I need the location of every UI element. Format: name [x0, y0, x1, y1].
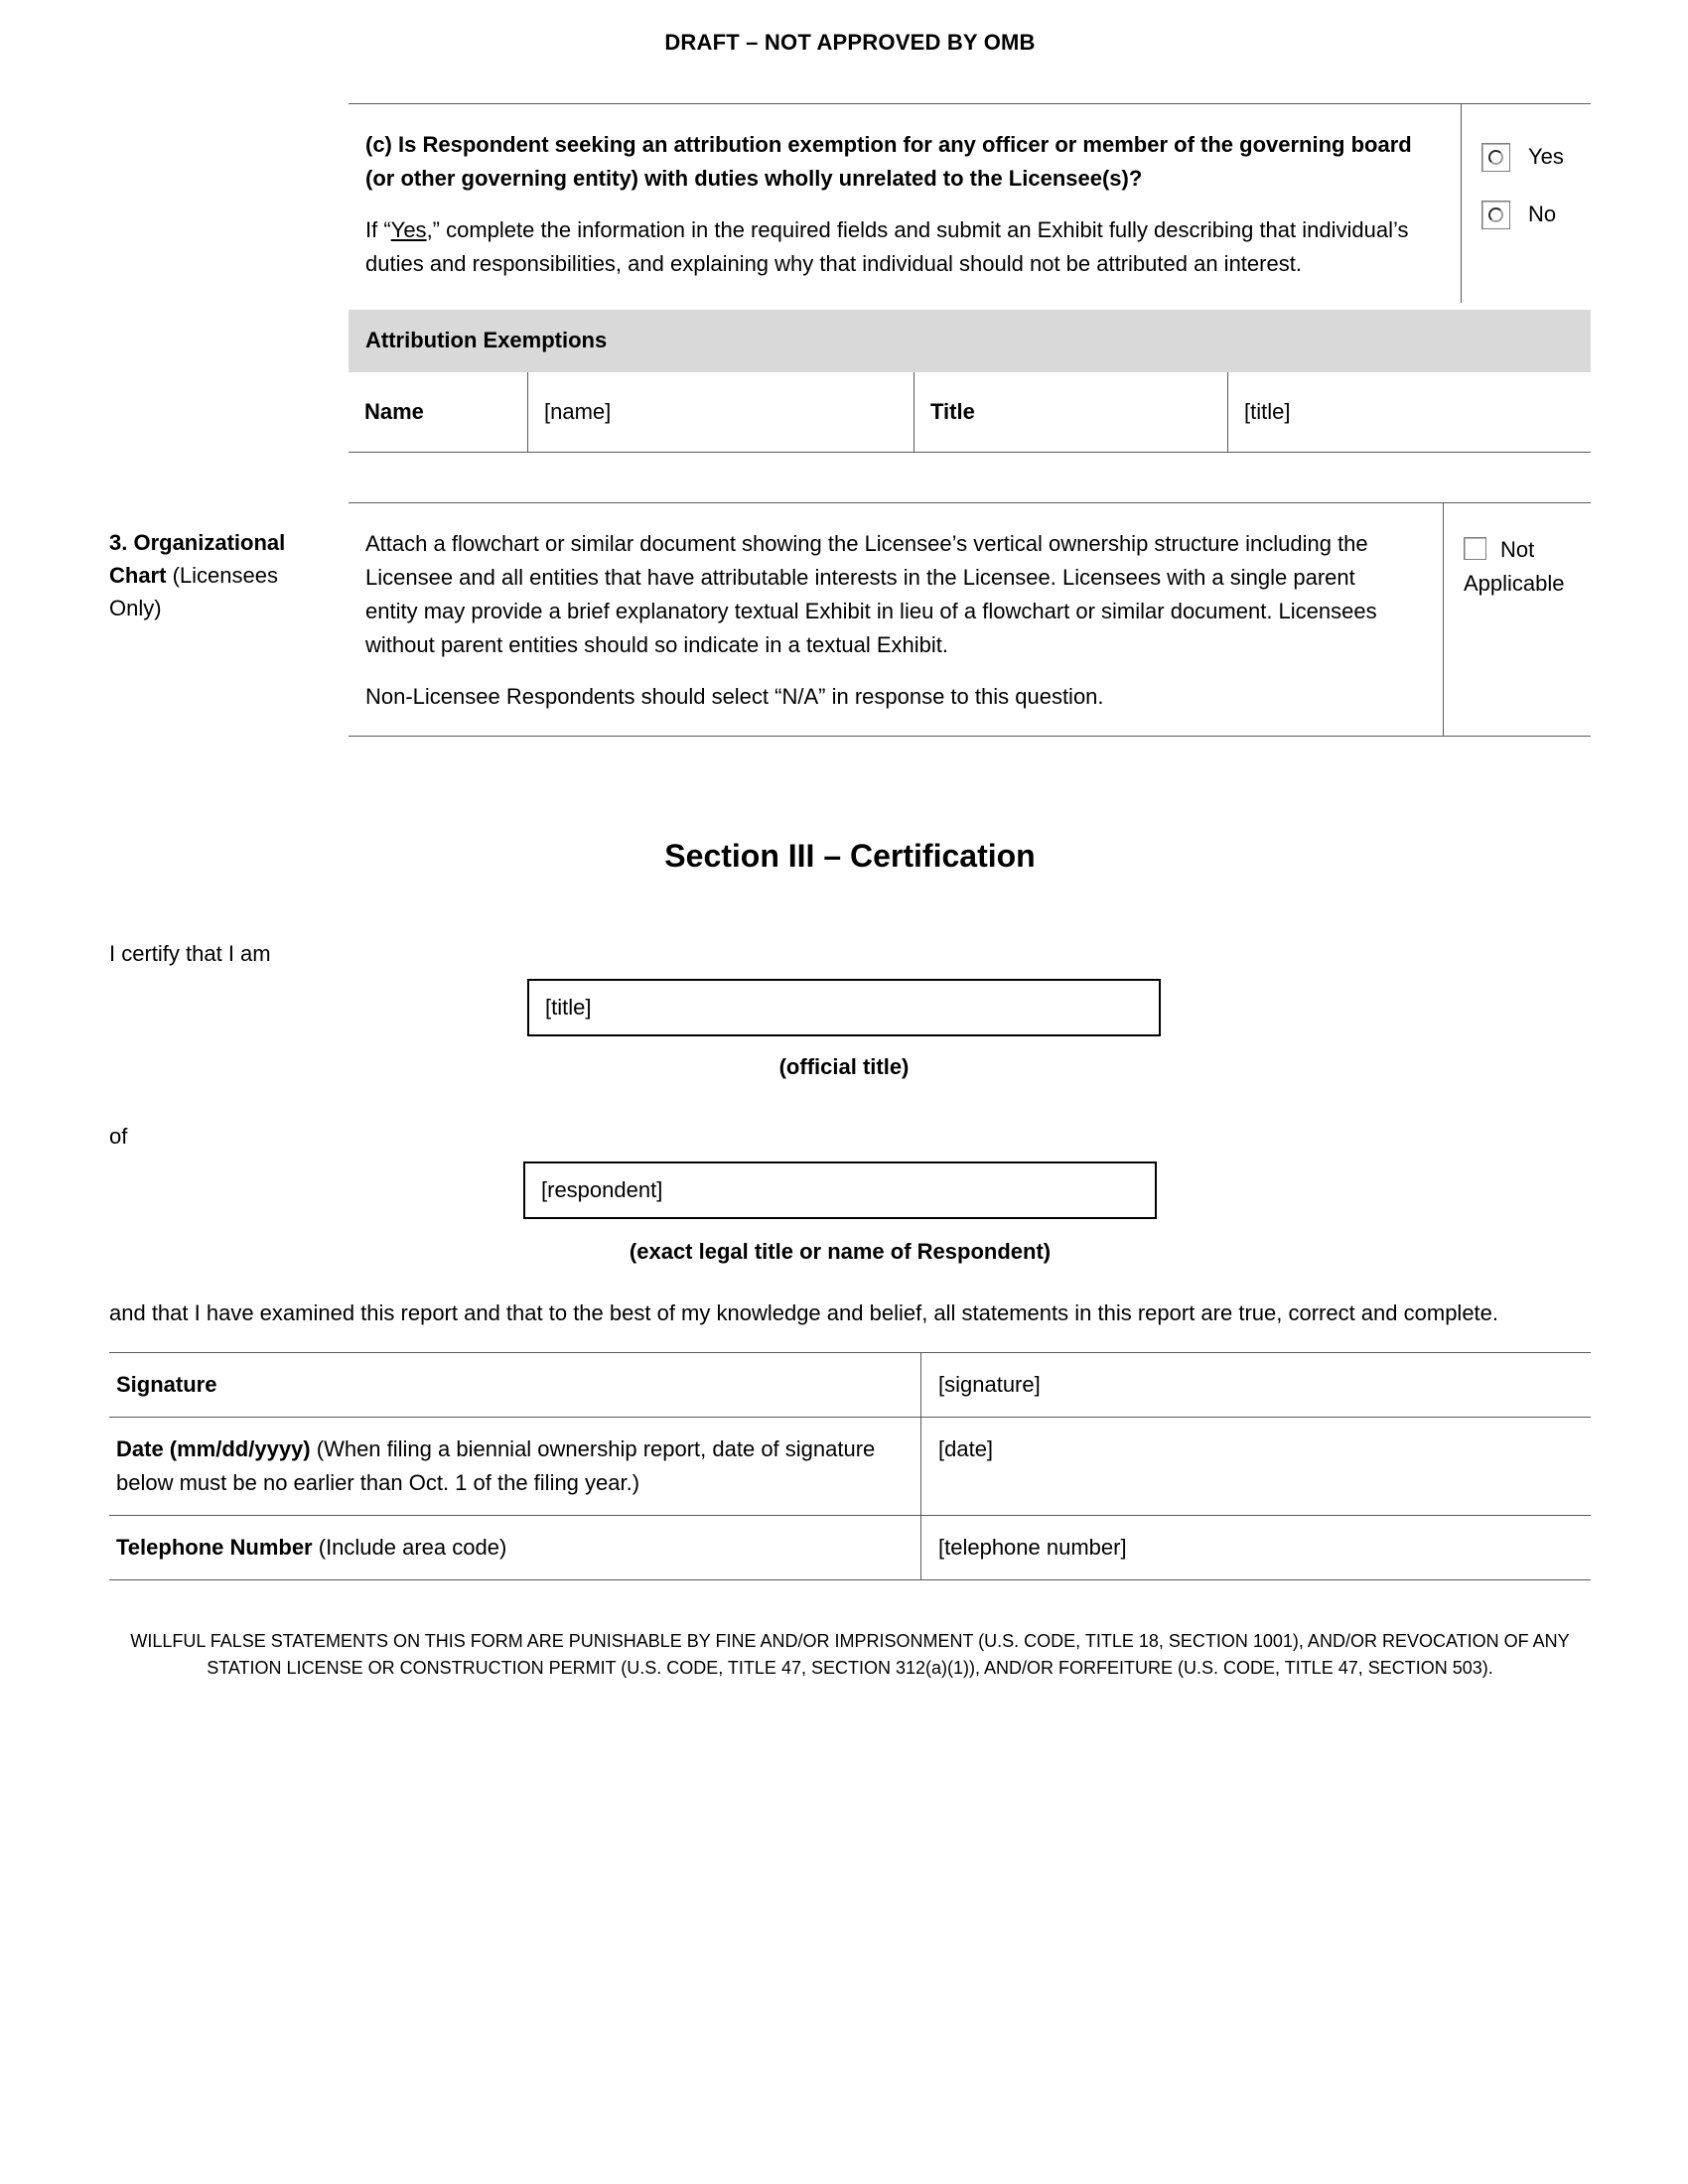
- no-label: No: [1528, 202, 1557, 227]
- of-label: of: [109, 1123, 128, 1149]
- question-c-answer-column: [1461, 104, 1591, 303]
- not-applicable-label: Not Applicable: [1464, 536, 1565, 596]
- organizational-chart-label-bold: 3. Organizational Chart: [109, 529, 286, 588]
- attribution-exemptions-header: Attribution Exemptions: [349, 310, 1591, 371]
- spacer: [109, 453, 1591, 502]
- table-row: [109, 1352, 1591, 1417]
- telephone-label-normal: (Include area code): [312, 1535, 507, 1561]
- date-label-bold: Date (mm/dd/yyyy): [116, 1436, 311, 1462]
- non-licensee-paragraph: Non-Licensee Respondents should select “N/A” in response to this question.: [365, 683, 1104, 709]
- table-row: [349, 372, 1591, 453]
- respondent-name-caption: (exact legal title or name of Respondent): [629, 1238, 1052, 1264]
- yes-option[interactable]: [1481, 140, 1585, 174]
- date-row-label: [109, 1418, 920, 1515]
- table-row: [109, 1515, 1591, 1579]
- organizational-chart-box: [349, 502, 1591, 737]
- left-gutter: [109, 103, 349, 303]
- question-c-instruction: [365, 213, 1431, 281]
- certify-intro: I certify that I am: [109, 940, 271, 966]
- date-field[interactable]: [date]: [920, 1418, 1591, 1515]
- draft-banner: DRAFT – NOT APPROVED BY OMB: [664, 30, 1036, 55]
- section-iii-heading: Section III – Certification: [664, 838, 1036, 875]
- date-label-normal: (When filing a biennial ownership report, date of signature below must be no earlier than Oct. 1 of the filing year.): [116, 1436, 876, 1496]
- instruction-prefix: If “: [365, 217, 391, 243]
- attribution-exemptions-section: [109, 303, 1591, 452]
- respondent-name-input[interactable]: [523, 1161, 1157, 1219]
- instruction-yes-underlined: Yes: [390, 217, 427, 243]
- willful-false-statements-warning: WILLFUL FALSE STATEMENTS ON THIS FORM ARE PUNISHABLE BY FINE AND/OR IMPRISONMENT (U.S. CODE, TITLE 18, SECTION 1001), AND/OR REVOCATION OF ANY STATION LICENSE OR CONSTRUCTION PERMIT (U.S. CODE, TITLE 47, SECTION 312(a)(1)), AND/OR FORFEITURE (U.S. CODE, TITLE 47, SECTION 503).: [130, 1631, 1570, 1679]
- question-c-section: [109, 103, 1591, 303]
- radio-dot: [1488, 207, 1503, 222]
- official-title-input[interactable]: [527, 979, 1161, 1036]
- telephone-field[interactable]: [telephone number]: [920, 1516, 1591, 1579]
- not-applicable-option[interactable]: [1443, 503, 1591, 736]
- instruction-suffix: ,” complete the information in the required fields and submit an Exhibit fully describing that individual’s duties and responsibilities, and explaining why that individual should not be attributed an interest.: [365, 217, 1409, 277]
- not-applicable-checkbox-icon[interactable]: [1464, 537, 1486, 560]
- official-title-caption: (official title): [778, 1053, 910, 1079]
- organizational-chart-text: [349, 503, 1443, 736]
- no-radio-icon[interactable]: [1481, 201, 1510, 229]
- title-field[interactable]: [title]: [1227, 372, 1591, 452]
- organizational-chart-label-rest: (Licensees Only): [109, 562, 278, 620]
- radio-dot: [1488, 150, 1503, 165]
- organizational-chart-section: [109, 502, 1591, 737]
- question-c-text: [349, 104, 1461, 303]
- signature-row-label: [109, 1353, 920, 1417]
- yes-radio-icon[interactable]: [1481, 143, 1510, 172]
- official-title-value: [title]: [545, 994, 592, 1020]
- yes-label: Yes: [1528, 144, 1564, 170]
- certification-statement: and that I have examined this report and that to the best of my knowledge and belief, all statements in this report are true, correct and complete.: [109, 1300, 1499, 1325]
- organizational-chart-label: [109, 502, 349, 737]
- left-gutter: [109, 303, 349, 452]
- name-column-header: Name: [364, 398, 424, 424]
- attribution-exemptions-table: [349, 303, 1591, 452]
- name-field[interactable]: [name]: [527, 372, 914, 452]
- respondent-name-value: [respondent]: [541, 1176, 663, 1202]
- signature-label-bold: Signature: [116, 1372, 217, 1398]
- title-column-header: Title: [914, 372, 1227, 452]
- question-c-question: (c) Is Respondent seeking an attribution exemption for any officer or member of the governing board (or other governing entity) with duties wholly unrelated to the Licensee(s)?: [365, 132, 1412, 192]
- signature-field[interactable]: [signature]: [920, 1353, 1591, 1417]
- organizational-chart-paragraph: Attach a flowchart or similar document showing the Licensee’s vertical ownership structure including the Licensee and all entities that have attributable interests in the Licensee. Licensees with a single parent entity may provide a brief explanatory textual Exhibit in lieu of a flowchart or similar document. Licensees without parent entities should so indicate in a textual Exhibit.: [365, 530, 1377, 657]
- table-row: [109, 1417, 1591, 1515]
- telephone-row-label: [109, 1516, 920, 1579]
- question-c-box: [349, 103, 1591, 303]
- no-option[interactable]: [1481, 198, 1585, 231]
- certification-table: [109, 1352, 1591, 1580]
- telephone-label-bold: Telephone Number: [116, 1535, 313, 1561]
